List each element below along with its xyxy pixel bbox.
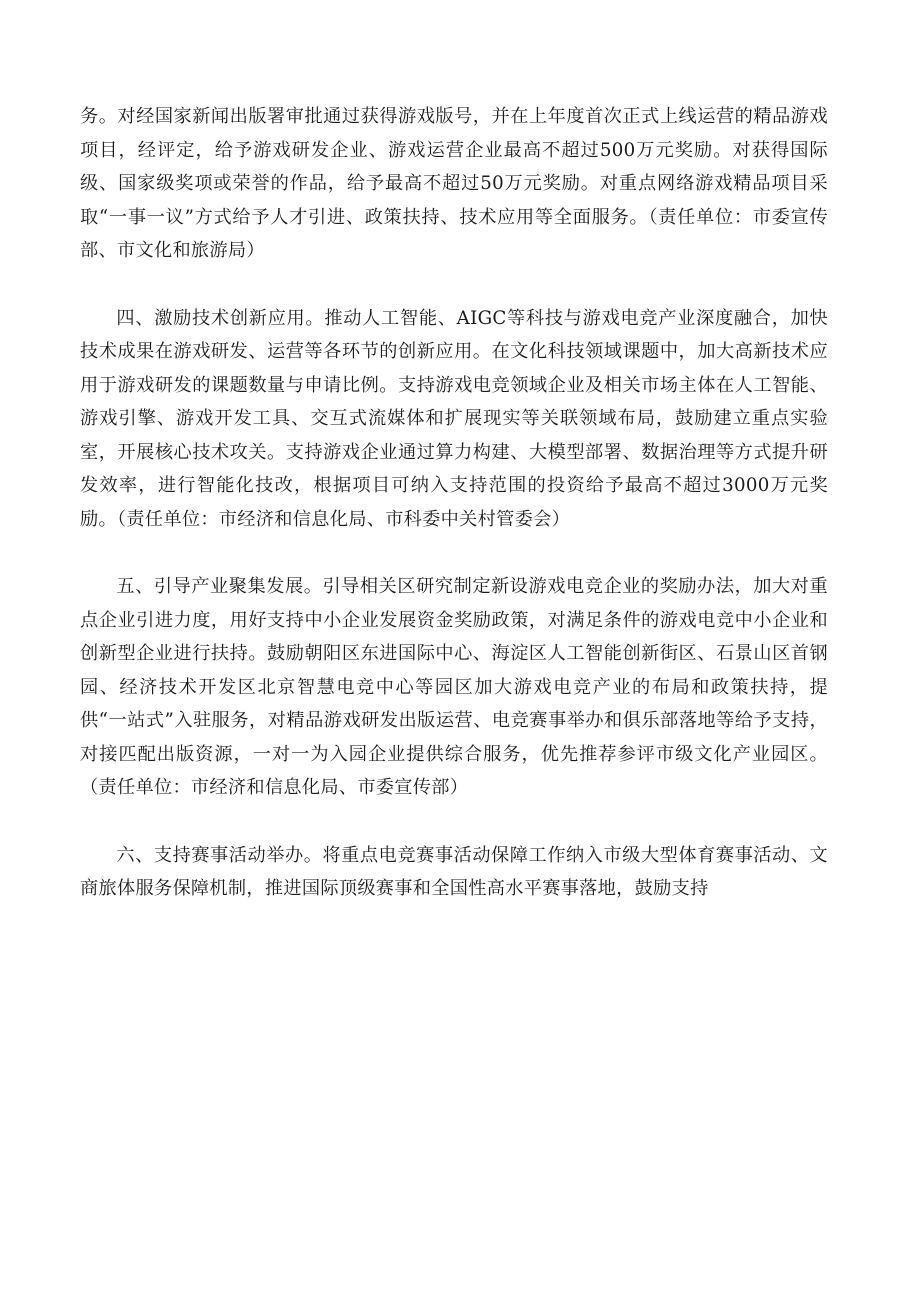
paragraph-continuation: 务。对经国家新闻出版署审批通过获得游戏版号，并在上年度首次正式上线运营的精品游戏项目，经评定，给予游戏研发企业、游戏运营企业最高不超过500万元奖励。对获得国际级、国家级奖项或荣誉的作品，给予最高不超过50万元奖励。对重点网络游戏精品项目采取“一事一议”方式给予人才引进、政策扶持、技术应用等全面服务。（责任单位：市委宣传部、市文化和旅游局） — [80, 106, 828, 261]
paragraph-item-4: 四、激励技术创新应用。推动人工智能、AIGC等科技与游戏电竞产业深度融合，加快技术成果在游戏研发、运营等各环节的创新应用。在文化科技领域课题中，加大高新技术应用于游戏研发的课题数量与申请比例。支持游戏电竞领域企业及相关市场主体在人工智能、游戏引擎、游戏开发工具、交互式流媒体和扩展现实等关联领域布局，鼓励建立重点实验室，开展核心技术攻关。支持游戏企业通过算力构建、大模型部署、数据治理等方式提升研发效率，进行智能化技改，根据项目可纳入支持范围的投资给予最高不超过3000万元奖励。（责任单位：市经济和信息化局、市科委中关村管委会） — [80, 307, 828, 530]
paragraph-item-5: 五、引导产业聚集发展。引导相关区研究制定新设游戏电竞企业的奖励办法，加大对重点企业引进力度，用好支持中小企业发展资金奖励政策，对满足条件的游戏电竞中小企业和创新型企业进行扶持。鼓励朝阳区东进国际中心、海淀区人工智能创新街区、石景山区首钢园、经济技术开发区北京智慧电竞中心等园区加大游戏电竞产业的布局和政策扶持，提供“一站式”入驻服务，对精品游戏研发出版运营、电竞赛事举办和俱乐部落地等给予支持，对接匹配出版资源，一对一为入园企业提供综合服务，优先推荐参评市级文化产业园区。（责任单位：市经济和信息化局、市委宣传部） — [80, 576, 828, 798]
document-page — [80, 100, 828, 906]
paragraph-item-6: 六、支持赛事活动举办。将重点电竞赛事活动保障工作纳入市级大型体育赛事活动、文商旅体服务保障机制，推进国际顶级赛事和全国性高水平赛事落地，鼓励支持 — [80, 844, 828, 899]
